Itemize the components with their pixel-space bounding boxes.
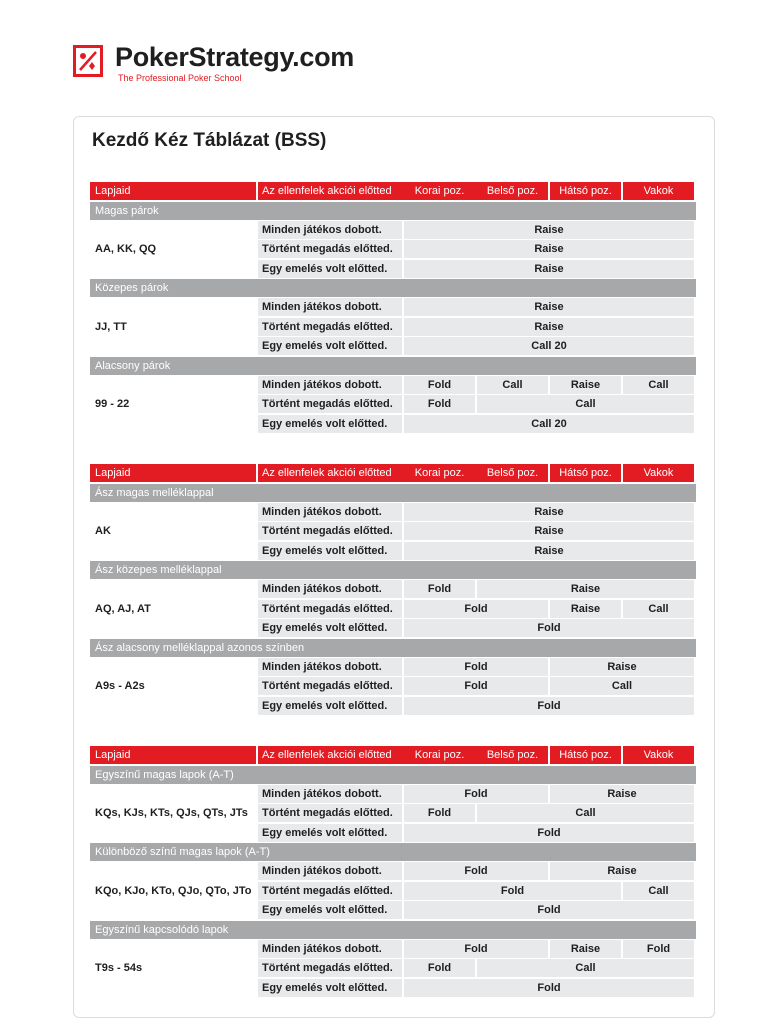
table-row	[90, 658, 696, 678]
group-title-row	[90, 639, 696, 658]
condition-cell: Történt megadás előtted.	[258, 240, 402, 258]
group-title: Magas párok	[90, 202, 696, 220]
action-cell: Call	[477, 804, 694, 822]
condition-cell: Történt megadás előtted.	[258, 318, 402, 336]
group-block	[90, 658, 696, 717]
action-cell: Call	[477, 395, 694, 413]
group-title-row	[90, 357, 696, 376]
condition-cell: Minden játékos dobott.	[258, 503, 402, 521]
action-cell: Fold	[404, 395, 475, 413]
condition-cell: Egy emelés volt előtted.	[258, 979, 402, 997]
condition-cell: Egy emelés volt előtted.	[258, 697, 402, 715]
table-row	[90, 619, 696, 639]
action-cell: Fold	[404, 580, 475, 598]
table-row	[90, 542, 696, 562]
table-row	[90, 785, 696, 805]
table-row	[90, 804, 696, 824]
action-cell: Fold	[623, 940, 694, 958]
header-cell: Hátsó poz.	[550, 746, 621, 764]
group-title: Ász közepes melléklappal	[90, 561, 696, 579]
page-title: Kezdő Kéz Táblázat (BSS)	[92, 130, 327, 151]
condition-cell: Történt megadás előtted.	[258, 677, 402, 695]
condition-cell: Történt megadás előtted.	[258, 395, 402, 413]
group-title: Egyszínű magas lapok (A-T)	[90, 766, 696, 784]
hand-table	[90, 464, 696, 716]
brand-name: PokerStrategy.com	[115, 42, 354, 72]
table-row	[90, 600, 696, 620]
hand-label: 99 - 22	[95, 398, 130, 410]
header-cell: Belső poz.	[477, 746, 548, 764]
condition-cell: Történt megadás előtted.	[258, 522, 402, 540]
header-cell: Korai poz.	[404, 746, 475, 764]
action-cell: Raise	[550, 940, 621, 958]
group-block	[90, 785, 696, 844]
group-block	[90, 298, 696, 357]
action-cell: Raise	[404, 298, 694, 316]
table-header-row	[90, 182, 696, 202]
action-cell: Raise	[404, 522, 694, 540]
action-cell: Call 20	[404, 415, 694, 433]
condition-cell: Egy emelés volt előtted.	[258, 901, 402, 919]
header-cell: Hátsó poz.	[550, 182, 621, 200]
group-title-row	[90, 766, 696, 785]
condition-cell: Minden játékos dobott.	[258, 376, 402, 394]
table-row	[90, 395, 696, 415]
action-cell: Call	[623, 376, 694, 394]
table-row	[90, 318, 696, 338]
logo-icon	[73, 45, 103, 77]
action-cell: Fold	[404, 940, 548, 958]
action-cell: Raise	[550, 785, 694, 803]
table-row	[90, 882, 696, 902]
header-cell: Belső poz.	[477, 182, 548, 200]
condition-cell: Egy emelés volt előtted.	[258, 337, 402, 355]
header-cell: Az ellenfelek akciói előtted	[258, 746, 494, 764]
group-block	[90, 940, 696, 999]
condition-cell: Minden játékos dobott.	[258, 940, 402, 958]
action-cell: Raise	[550, 658, 694, 676]
header-cell: Korai poz.	[404, 464, 475, 482]
condition-cell: Minden játékos dobott.	[258, 221, 402, 239]
group-title-row	[90, 279, 696, 298]
action-cell: Fold	[404, 600, 548, 618]
table-row	[90, 298, 696, 318]
table-row	[90, 221, 696, 241]
action-cell: Fold	[404, 959, 475, 977]
group-title-row	[90, 843, 696, 862]
group-block	[90, 376, 696, 435]
condition-cell: Egy emelés volt előtted.	[258, 415, 402, 433]
header-cell: Lapjaid	[90, 464, 256, 482]
hand-table	[90, 746, 696, 998]
action-cell: Call	[550, 677, 694, 695]
group-block	[90, 862, 696, 921]
table-row	[90, 677, 696, 697]
action-cell: Raise	[404, 542, 694, 560]
condition-cell: Minden játékos dobott.	[258, 580, 402, 598]
action-cell: Raise	[404, 260, 694, 278]
table-row	[90, 959, 696, 979]
group-title-row	[90, 484, 696, 503]
action-cell: Call 20	[404, 337, 694, 355]
table-row	[90, 260, 696, 280]
hand-label: KQo, KJo, KTo, QJo, QTo, JTo	[95, 884, 252, 897]
table-row	[90, 862, 696, 882]
condition-cell: Egy emelés volt előtted.	[258, 824, 402, 842]
action-cell: Call	[623, 882, 694, 900]
action-cell: Fold	[404, 677, 548, 695]
action-cell: Fold	[404, 619, 694, 637]
table-header-row	[90, 464, 696, 484]
action-cell: Call	[477, 959, 694, 977]
header-cell: Hátsó poz.	[550, 464, 621, 482]
table-row	[90, 240, 696, 260]
action-cell: Raise	[404, 503, 694, 521]
table-row	[90, 522, 696, 542]
hand-label: AK	[95, 525, 111, 537]
condition-cell: Egy emelés volt előtted.	[258, 542, 402, 560]
action-cell: Raise	[477, 580, 694, 598]
action-cell: Fold	[404, 862, 548, 880]
condition-cell: Történt megadás előtted.	[258, 600, 402, 618]
table-row	[90, 337, 696, 357]
action-cell: Fold	[404, 697, 694, 715]
group-title: Egyszínű kapcsolódó lapok	[90, 921, 696, 939]
action-cell: Fold	[404, 785, 548, 803]
hand-label: A9s - A2s	[95, 680, 145, 692]
action-cell: Raise	[550, 600, 621, 618]
group-title: Közepes párok	[90, 279, 696, 297]
hand-label: KQs, KJs, KTs, QJs, QTs, JTs	[95, 807, 248, 819]
table-row	[90, 580, 696, 600]
table-row	[90, 940, 696, 960]
action-cell: Raise	[550, 862, 694, 880]
hand-table	[90, 182, 696, 434]
action-cell: Fold	[404, 901, 694, 919]
header-cell: Vakok	[623, 182, 694, 200]
table-row	[90, 376, 696, 396]
header-cell: Vakok	[623, 746, 694, 764]
action-cell: Raise	[404, 240, 694, 258]
group-title-row	[90, 921, 696, 940]
action-cell: Call	[477, 376, 548, 394]
condition-cell: Egy emelés volt előtted.	[258, 619, 402, 637]
header-cell: Korai poz.	[404, 182, 475, 200]
group-title: Alacsony párok	[90, 357, 696, 375]
action-cell: Raise	[404, 221, 694, 239]
action-cell: Fold	[404, 804, 475, 822]
condition-cell: Történt megadás előtted.	[258, 882, 402, 900]
condition-cell: Minden játékos dobott.	[258, 658, 402, 676]
group-title-row	[90, 202, 696, 221]
table-row	[90, 979, 696, 999]
table-header-row	[90, 746, 696, 766]
hand-label: AA, KK, QQ	[95, 243, 157, 255]
group-title-row	[90, 561, 696, 580]
condition-cell: Történt megadás előtted.	[258, 804, 402, 822]
table-row	[90, 901, 696, 921]
header-cell: Lapjaid	[90, 746, 256, 764]
header-cell: Vakok	[623, 464, 694, 482]
header-cell: Belső poz.	[477, 464, 548, 482]
condition-cell: Minden játékos dobott.	[258, 298, 402, 316]
group-block	[90, 503, 696, 562]
group-block	[90, 580, 696, 639]
table-row	[90, 824, 696, 844]
action-cell: Raise	[550, 376, 621, 394]
action-cell: Fold	[404, 824, 694, 842]
condition-cell: Egy emelés volt előtted.	[258, 260, 402, 278]
brand-tagline: The Professional Poker School	[118, 73, 242, 83]
header-cell: Az ellenfelek akciói előtted	[258, 464, 494, 482]
table-row	[90, 697, 696, 717]
table-row	[90, 415, 696, 435]
group-title: Ász magas melléklappal	[90, 484, 696, 502]
group-title: Különböző színű magas lapok (A-T)	[90, 843, 696, 861]
action-cell: Raise	[404, 318, 694, 336]
group-title: Ász alacsony melléklappal azonos színben	[90, 639, 696, 657]
action-cell: Fold	[404, 658, 548, 676]
action-cell: Fold	[404, 882, 621, 900]
condition-cell: Minden játékos dobott.	[258, 785, 402, 803]
action-cell: Fold	[404, 376, 475, 394]
header-cell: Lapjaid	[90, 182, 256, 200]
header-cell: Az ellenfelek akciói előtted	[258, 182, 494, 200]
action-cell: Call	[623, 600, 694, 618]
action-cell: Fold	[404, 979, 694, 997]
condition-cell: Minden játékos dobott.	[258, 862, 402, 880]
table-row	[90, 503, 696, 523]
hand-label: JJ, TT	[95, 320, 127, 333]
hand-label: AQ, AJ, AT	[95, 602, 151, 615]
hand-label: T9s - 54s	[95, 962, 143, 974]
group-block	[90, 221, 696, 280]
condition-cell: Történt megadás előtted.	[258, 959, 402, 977]
